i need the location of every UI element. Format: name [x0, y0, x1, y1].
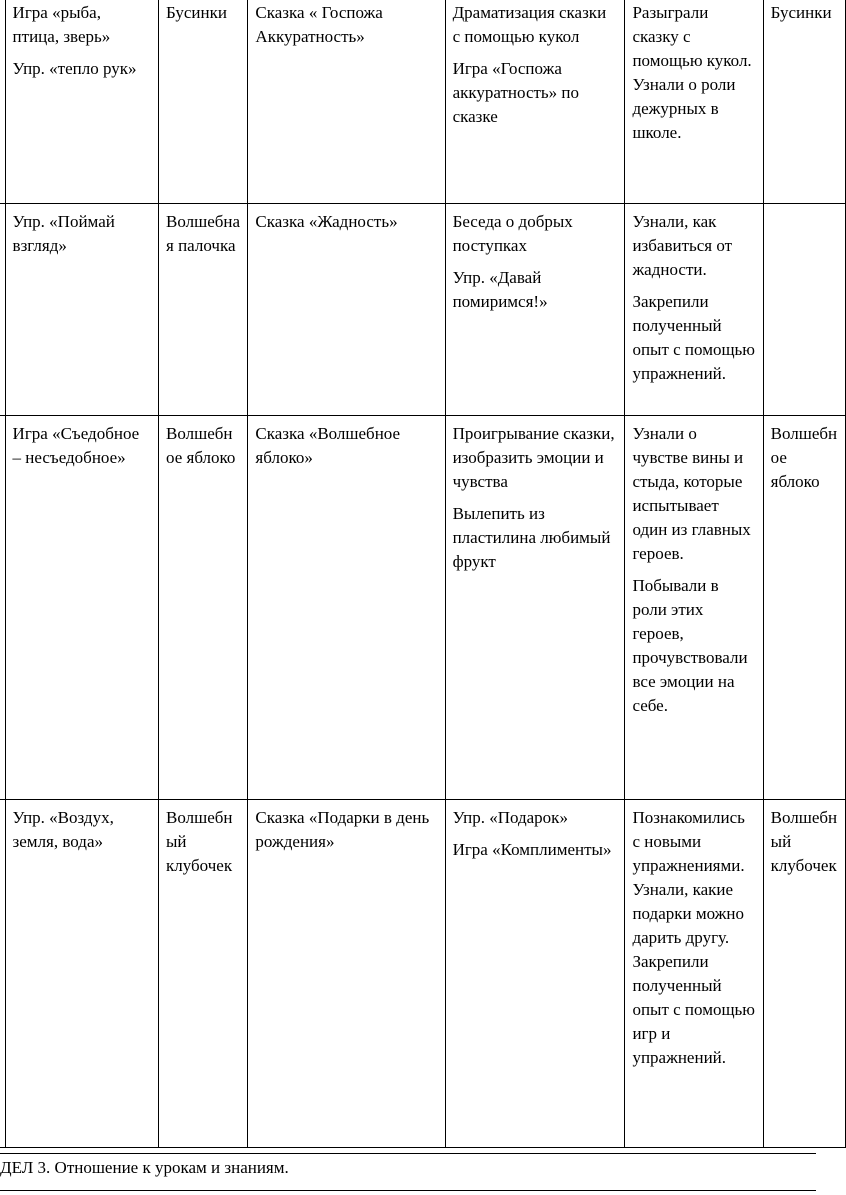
- item-cell: [763, 416, 845, 800]
- game-cell: [5, 800, 158, 1148]
- cell-text: Побывали в роли этих героев, прочувствовали все эмоции на себе.: [632, 576, 748, 715]
- cell-text: Сказка «Волшебное яблоко»: [255, 424, 401, 467]
- attribute-cell: [159, 416, 248, 800]
- table-bottom-line: [0, 1153, 816, 1154]
- activity-cell: [445, 800, 625, 1148]
- result-cell: [625, 800, 763, 1148]
- tale-cell: [248, 800, 445, 1148]
- section-bottom-line: [0, 1190, 816, 1191]
- attribute-cell: [159, 800, 248, 1148]
- item-cell: [763, 0, 845, 204]
- cell-text: Волшебная палочка: [166, 212, 241, 255]
- table-row: [0, 800, 846, 1148]
- activity-cell: [445, 0, 625, 204]
- activity-cell: [445, 204, 625, 416]
- cell-text: Упр. «Подарок»: [452, 808, 568, 827]
- result-cell: [625, 204, 763, 416]
- attribute-cell: [159, 204, 248, 416]
- cell-text: Вылепить из пластилина любимый фрукт: [452, 504, 611, 571]
- cell-text: Волшебное яблоко: [770, 424, 838, 491]
- cell-text: Упр. «Давай помиримся!»: [452, 268, 548, 311]
- cell-text: Волшебный клубочек: [166, 808, 233, 875]
- item-cell: [763, 800, 845, 1148]
- cell-text: Бусинки: [770, 3, 832, 22]
- cell-text: Сказка «Жадность»: [255, 212, 398, 231]
- cell-text: Упр. «тепло рук»: [12, 59, 137, 78]
- result-cell: [625, 0, 763, 204]
- item-cell: [763, 204, 845, 416]
- tale-cell: [248, 0, 445, 204]
- cell-text: Упр. «Поймай взгляд»: [12, 212, 115, 255]
- cell-text: Волшебное яблоко: [166, 424, 236, 467]
- cell-text: Сказка « Госпожа Аккуратность»: [255, 3, 383, 46]
- cell-text: Игра «рыба, птица, зверь»: [12, 3, 111, 46]
- cell-text: Игра «Съедобное – несъедобное»: [12, 424, 140, 467]
- table-row: [0, 416, 846, 800]
- cell-text: Узнали, как избавиться от жадности.: [632, 212, 733, 279]
- game-cell: [5, 416, 158, 800]
- cell-text: Познакомились с новыми упражнениями. Узнали, какие подарки можно дарить другу. Закрепили полученный опыт с помощью игр и упражнений.: [632, 808, 756, 1067]
- cell-text: Разыграли сказку с помощью кукол. Узнали о роли дежурных в школе.: [632, 3, 752, 142]
- cell-text: Проигрывание сказки, изобразить эмоции и чувства: [452, 424, 615, 491]
- activity-cell: [445, 416, 625, 800]
- tale-cell: [248, 416, 445, 800]
- cell-text: Закрепили полученный опыт с помощью упражнений.: [632, 292, 756, 383]
- tale-cell: [248, 204, 445, 416]
- cell-text: Драматизация сказки с помощью кукол: [452, 3, 607, 46]
- cell-text: Узнали о чувстве вины и стыда, которые испытывает один из главных героев.: [632, 424, 751, 563]
- cell-text: Игра «Комплименты»: [452, 840, 612, 859]
- cell-text: Беседа о добрых поступках: [452, 212, 573, 255]
- game-cell: [5, 0, 158, 204]
- attribute-cell: [159, 0, 248, 204]
- game-cell: [5, 204, 158, 416]
- cell-text: Сказка «Подарки в день рождения»: [255, 808, 430, 851]
- cell-text: Игра «Госпожа аккуратность» по сказке: [452, 59, 580, 126]
- table-row: [0, 204, 846, 416]
- cell-text: Волшебный клубочек: [770, 808, 838, 875]
- section-heading: ДЕЛ 3. Отношение к урокам и знаниям.: [0, 1158, 289, 1177]
- result-cell: [625, 416, 763, 800]
- cell-text: Упр. «Воздух, земля, вода»: [12, 808, 114, 851]
- table-row: [0, 0, 846, 204]
- cell-text: Бусинки: [166, 3, 227, 22]
